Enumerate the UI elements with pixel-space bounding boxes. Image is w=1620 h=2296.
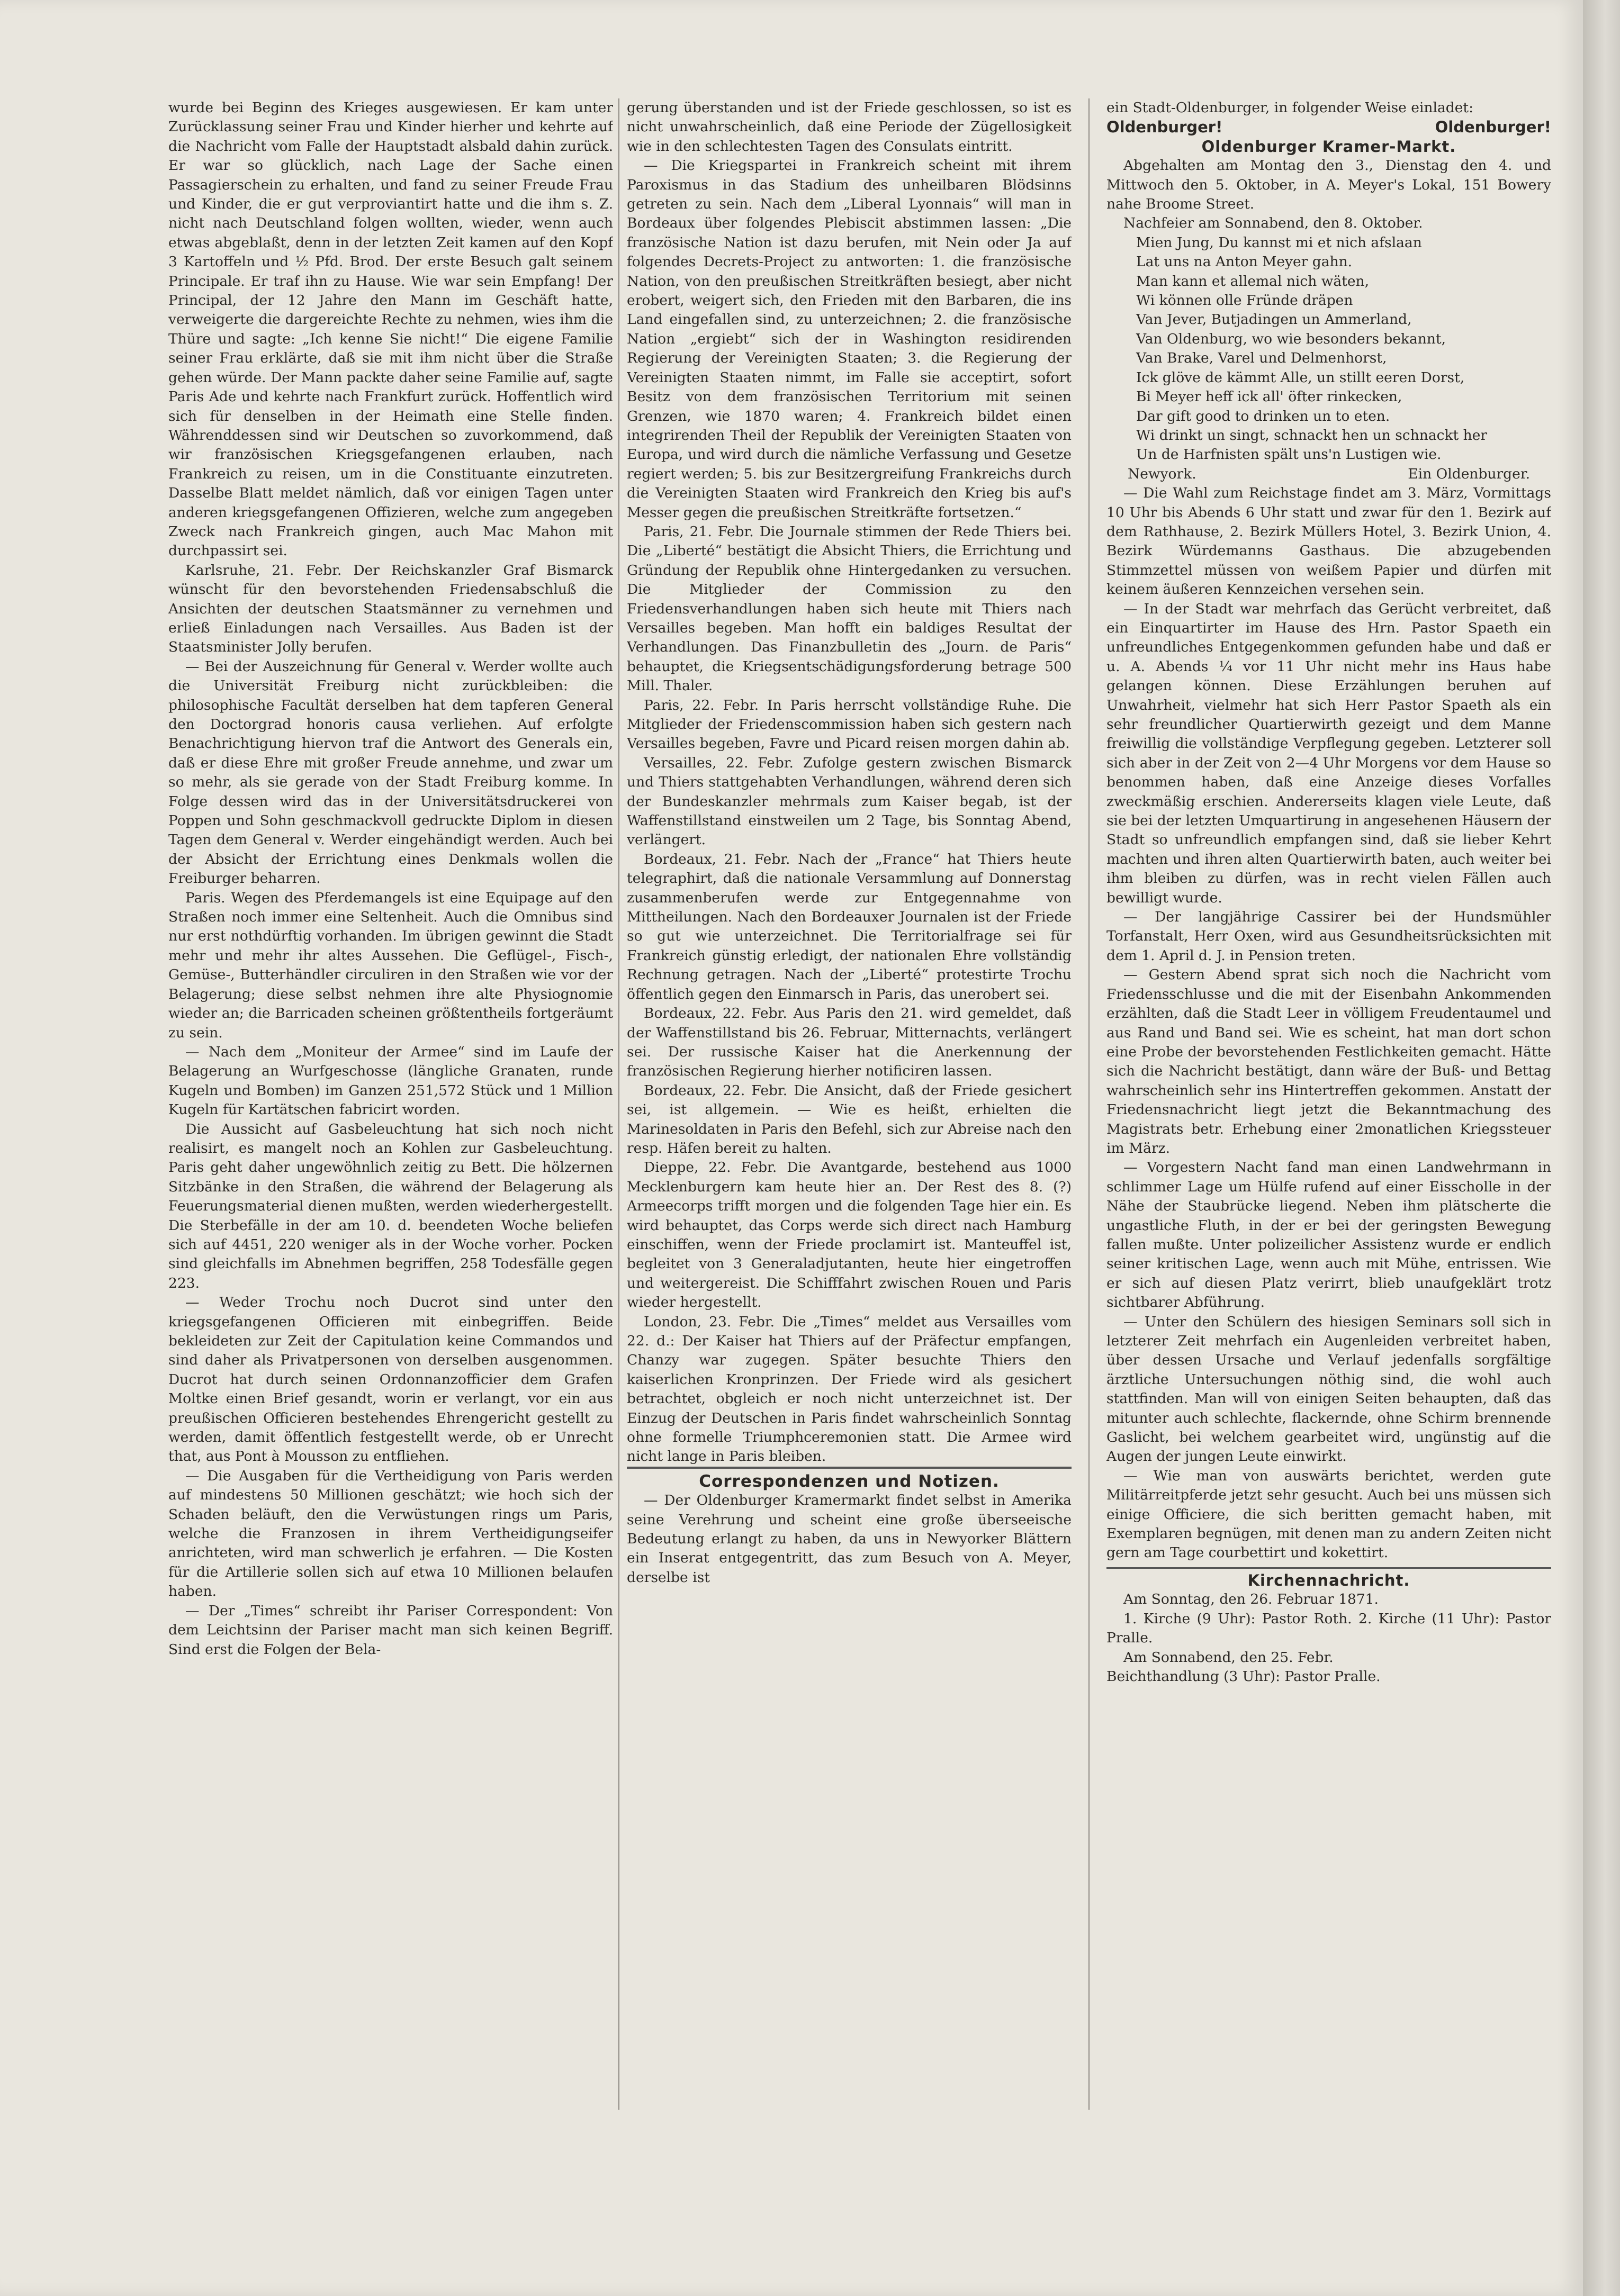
poem-line: Man kann et allemal nich wäten,: [1136, 273, 1370, 290]
poem-line: Un de Harfnisten spält uns'n Lustigen wie.: [1136, 446, 1442, 463]
article-paragraph: wurde bei Beginn des Krieges ausgewiesen. Er kam unter Zurücklassung seiner Frau und Kinder hierher und kehrte auf die Nachricht vom Falle der Hauptstadt alsbald dahin zurück. Er war so glücklich, nach Lage der Sache einen Passagierschein zu erhalten, und fand zu seiner Freude Frau und Kinder, die er gut verproviantirt hatte und die ihm s. Z. nicht nach Deutschland folgen wollten, wieder, wenn auch etwas abgeblaßt, denn in der letzten Zeit kamen auf den Kopf 3 Kartoffeln und ½ Pfd. Brod. Der erste Besuch galt seinem Principale. Er traf ihn zu Hause. Wie war sein Empfang! Der Principal, der 12 Jahre den Mann im Geschäft hatte, verweigerte die dargereichte Rechte zu nehmen, wies ihm die Thüre und sagte: „Ich kenne Sie nicht!“ Die eigene Familie seiner Frau erklärte, daß sie mit ihm nicht über die Straße gehen würde. Der Mann packte daher seine Familie auf, sagte Paris Ade und kehrte nach Frankfurt zurück. Hoffentlich wird sich für denselben in der Heimath eine Stelle finden. Währenddessen sind wir Deutschen so zuvorkommend, daß wir französischen Kriegsgefangenen erlauben, nach Frankreich zu reisen, um in die Constituante einzutreten. Dasselbe Blatt meldet nämlich, daß vor einigen Tagen unter anderen kriegsgefangenen Offizieren, welche zum angegeben Zweck nach Frankreich gingen, auch Mac Mahon mit durchpassirt sei.: [168, 100, 613, 559]
article-paragraph: — Der Oldenburger Kramermarkt findet selbst in Amerika seine Verehrung und scheint eine große überseeische Bedeutung erlangt zu haben, da uns in Newyorker Blättern ein Inserat entgegentritt, das zum Besuch von A. Meyer, derselbe ist: [627, 1492, 1072, 1586]
article-paragraph: — Unter den Schülern des hiesigen Seminars soll sich in letzterer Zeit mehrfach ein Augenleiden verbreitet haben, über dessen Ursache und Verlauf jedenfalls sorgfältige ärztliche Untersuchungen nöthig sind, die wohl auch stattfinden. Man will von einigen Seiten behaupten, daß das mitunter auch schlechte, flackernde, ohne Schirm brennende Gaslicht, bei welchem gearbeitet wird, ungünstig auf die Augen der jungen Leute einwirkt.: [1106, 1313, 1551, 1465]
poem-place: Newyork.: [1128, 465, 1196, 482]
article-paragraph: — Gestern Abend sprat sich noch die Nachricht vom Friedensschlusse und die mit der Eisenbahn Ankommenden erzählten, daß die Stadt Leer in völligem Freudentaumel und aus Rand und Band sei. Wie es scheint, hat man dort schon eine Probe der bevorstehenden Festlichkeiten gemacht. Hätte sich die Nachricht bestätigt, dann wäre der Buß- und Bettag wahrscheinlich sehr ins Hintertreffen gekommen. Anstatt der Friedensnachricht liegt jetzt die Bekanntmachung des Magistrats betr. Erhebung einer 2monatlichen Kriegssteuer im März.: [1106, 966, 1551, 1156]
poem-line: Van Oldenburg, wo wie besonders bekannt,: [1136, 330, 1446, 347]
section-heading: Correspondenzen und Notizen.: [627, 1467, 1072, 1491]
advert-shout-right: Oldenburger!: [1435, 118, 1551, 137]
advert-text: Abgehalten am Montag den 3., Dienstag den 4. und Mittwoch den 5. Oktober, in A. Meyer's Lokal, 151 Bowery nahe Broome Street.: [1106, 157, 1551, 213]
poem-line: Lat uns na Anton Meyer gahn.: [1136, 254, 1353, 270]
poem-line: Mien Jung, Du kannst mi et nich afslaan: [1136, 234, 1422, 251]
article-paragraph: Bordeaux, 21. Febr. Nach der „France“ hat Thiers heute telegraphirt, daß die nationale Versammlung auf Donnerstag zusammenberufen werde zur Entgegennahme von Mittheilungen. Nach den Bordeauxer Journalen ist der Friede so gut wie unterzeichnet. Die Territorialfrage sei für Frankreich günstig erledigt, der nationalen Ehre vollständig Rechnung getragen. Nach der „Liberté“ protestirte Trochu öffentlich gegen den Einmarsch in Paris, das unerobert sei.: [627, 851, 1072, 1002]
article-paragraph: — Die Ausgaben für die Vertheidigung von Paris werden auf mindestens 50 Millionen geschätzt; wie hoch sich der Schaden beläuft, den die Verwüstungen rings um Paris, welche die Franzosen in ihrem Vertheidigungseifer anrichteten, wird man schwerlich je erfahren. — Die Kosten für die Artillerie sollen sich auf etwa 10 Millionen belaufen haben.: [168, 1467, 613, 1600]
church-line: Beichthandlung (3 Uhr): Pastor Pralle.: [1106, 1668, 1381, 1685]
article-paragraph: Bordeaux, 22. Febr. Aus Paris den 21. wird gemeldet, daß der Waffenstillstand bis 26. Februar, Mitternachts, verlängert sei. Der russische Kaiser hat die Anerkennung der französischen Regierung hierher notificiren lassen.: [627, 1005, 1072, 1080]
poem-signature: [1106, 465, 1551, 484]
article-paragraph: Paris, 22. Febr. In Paris herrscht vollständige Ruhe. Die Mitglieder der Friedenscommission haben sich gestern nach Versailles begeben, Favre und Picard reisen morgen dahin ab.: [627, 697, 1072, 752]
advert-title: Oldenburger Kramer-Markt.: [1201, 137, 1456, 156]
poem-line: Wi drinkt un singt, schnackt hen un schnackt her: [1136, 427, 1488, 444]
article-paragraph: — Wie man von auswärts berichtet, werden gute Militärreitpferde jetzt sehr gesucht. Auch bei uns müssen sich einige Officiere, die sich beritten gemacht haben, mit Exemplaren begnügen, mit denen man zu andern Zeiten nicht gern am Tage courbettirt und kokettirt.: [1106, 1467, 1551, 1561]
article-paragraph: Karlsruhe, 21. Febr. Der Reichskanzler Graf Bismarck wünscht für den bevorstehenden Friedensabschluß die Ansichten der deutschen Staatsmänner zu vernehmen und erließ Einladungen nach Versailles. Aus Baden ist der Staatsminister Jolly berufen.: [168, 562, 613, 656]
article-paragraph: ein Stadt-Oldenburger, in folgender Weise einladet:: [1106, 100, 1473, 116]
advert-shout: [1106, 117, 1551, 137]
article-paragraph: Paris, 21. Febr. Die Journale stimmen der Rede Thiers bei. Die „Liberté“ bestätigt die Absicht Thiers, die Errichtung und Gründung der Republik ohne Hintergedanken zu versuchen. Die Mitglieder der Commission zu den Friedensverhandlungen haben sich heute mit Thiers nach Versailles begeben. Man hofft ein baldiges Resultat der Verhandlungen. Das Finanzbulletin des „Journ. de Paris“ behauptet, die Kriegsentschädigungsforderung betrage 500 Mill. Thaler.: [627, 523, 1072, 694]
article-paragraph: Versailles, 22. Febr. Zufolge gestern zwischen Bismarck und Thiers stattgehabten Verhandlungen, während deren sich der Bundeskanzler mehrmals zum Kaiser begab, ist der Waffenstillstand einstweilen um 2 Tage, bis Sonntag Abend, verlängert.: [627, 754, 1072, 848]
article-paragraph: Bordeaux, 22. Febr. Die Ansicht, daß der Friede gesichert sei, ist allgemein. — Wie es heißt, erhielten die Marinesoldaten in Paris den Befehl, sich zur Abreise nach den resp. Häfen bereit zu halten.: [627, 1082, 1072, 1156]
article-paragraph: — Der langjährige Cassirer bei der Hundsmühler Torfanstalt, Herr Oxen, wird aus Gesundheitsrücksichten mit dem 1. April d. J. in Pension treten.: [1106, 909, 1551, 964]
church-heading: Kirchennachricht.: [1247, 1571, 1410, 1589]
advert-text: Nachfeier am Sonnabend, den 8. Oktober.: [1123, 215, 1423, 232]
church-line: Am Sonnabend, den 25. Febr.: [1123, 1649, 1334, 1666]
poem-line: Bi Meyer heff ick all' öfter rinkecken,: [1136, 388, 1402, 405]
article-paragraph: Paris. Wegen des Pferdemangels ist eine Equipage auf den Straßen noch immer eine Seltenheit. Auch die Omnibus sind nur erst nothdürftig vorhanden. Im übrigen gewinnt die Stadt mehr und mehr ihr altes Aussehen. Die Geflügel-, Fisch-, Gemüse-, Butterhändler circuliren in den Straßen wie vor der Belagerung; diese selbst nehmen ihre alte Physiognomie wieder an; die Barricaden scheinen größtentheils fortgeräumt zu sein.: [168, 889, 613, 1041]
advert-shout-left: Oldenburger!: [1106, 118, 1223, 137]
poem-line: Van Brake, Varel und Delmenhorst,: [1136, 350, 1387, 367]
page-edge: [1583, 0, 1620, 2296]
church-line: 1. Kirche (9 Uhr): Pastor Roth. 2. Kirche (11 Uhr): Pastor Pralle.: [1106, 1610, 1551, 1647]
column-2: [627, 98, 1072, 2216]
poem-line: Van Jever, Butjadingen un Ammerland,: [1136, 311, 1412, 328]
article-paragraph: — Bei der Auszeichnung für General v. Werder wollte auch die Universität Freiburg nicht zurückbleiben: die philosophische Facultät derselben hat dem tapferen General den Doctorgrad honoris causa verliehen. Auf erfolgte Benachrichtigung hiervon traf die Antwort des Generals ein, daß er diese Ehre mit großer Freude annehme, und zwar um so mehr, als sie gerade von der Stadt Freiburg komme. In Folge dessen wird das in der Universitätsdruckerei von Poppen und Sohn geschmackvoll gedruckte Diplom in diesen Tagen dem General v. Werder eingehändigt werden. Auch bei der Absicht der Errichtung eines Denkmals wollen die Freiburger beharren.: [168, 658, 613, 887]
poem: [1106, 233, 1551, 465]
column-rule: [1088, 98, 1090, 2110]
article-paragraph: — In der Stadt war mehrfach das Gerücht verbreitet, daß ein Einquartirter im Hause des Hrn. Pastor Spaeth ein unfreundliches Entgegenkommen gefunden habe und daß er u. A. Abends ¼ vor 11 Uhr nicht mehr ins Haus habe gelangen können. Diese Erzählungen beruhen auf Unwahrheit, vielmehr hat sich Herr Pastor Spaeth als ein sehr freundlicher Quartierwirth gezeigt und dem Manne freiwillig die vollständige Verpflegung gegeben. Letzterer soll sich aber in der Zeit von 2—4 Uhr Morgens vor dem Hause so benommen haben, daß eine Anzeige dieses Vorfalles zweckmäßig erschien. Andererseits klagen viele Leute, daß sie bei der letzten Umquartirung in angesehenen Häusern der Stadt so unfreundlich empfangen sind, daß sie lieber Kehrt machten und ihren alten Quartierwirth baten, auch weiter bei ihm bleiben zu dürfen, was in recht vielen Fällen auch bewilligt wurde.: [1106, 600, 1551, 906]
poem-line: Dar gift good to drinken un to eten.: [1136, 408, 1390, 424]
article-paragraph: — Weder Trochu noch Ducrot sind unter den kriegsgefangenen Officieren mit einbegriffen. Beide bekleideten zur Zeit der Capitulation keine Commandos und sind daher als Privatpersonen von derselben ausgenommen. Ducrot hat durch seinen Ordonnanzofficier dem Grafen Moltke einen Brief gesandt, worin er verlangt, vor ein aus preußischen Officieren bestehendes Ehrengericht gestellt zu werden, damit öffentlich festgestellt werde, ob er Unrecht that, aus Pont à Mousson zu entfliehen.: [168, 1294, 613, 1465]
article-paragraph: gerung überstanden und ist der Friede geschlossen, so ist es nicht unwahrscheinlich, daß eine Periode der Zügellosigkeit wie in den schlechtesten Tagen des Consulats eintritt.: [627, 100, 1072, 155]
article-paragraph: — Die Kriegspartei in Frankreich scheint mit ihrem Paroxismus in das Stadium des unheilbaren Blödsinns getreten zu sein. Nach dem „Liberal Lyonnais“ will man in Bordeaux über folgendes Plebiscit abstimmen lassen: „Die französische Nation ist dazu berufen, mit Nein oder Ja auf folgendes Decrets-Project zu antworten: 1. die französische Nation, von den preußischen Streitkräften besiegt, aber nicht erobert, weigert sich, den Frieden mit den Barbaren, die ins Land eingefallen sind, zu unterzeichnen; 2. die französische Nation „ergiebt“ sich der in Washington residirenden Regierung der Vereinigten Staaten; 3. die Regierung der Vereinigten Staaten nimmt, im Falle sie acceptirt, sofort Besitz von dem französischen Territorium mit seinen Grenzen, wie 1870 waren; 4. Frankreich bildet einen integrirenden Theil der Republik der Vereinigten Staaten von Europa, und wird durch die nämliche Verfassung und Gesetze regiert werden; 5. bis zur Besitzergreifung Frankreichs durch die Vereinigten Staaten wird Frankreich den Krieg bis auf's Messer gegen die preußischen Streitkräfte fortsetzen.“: [627, 157, 1072, 521]
church-line: Am Sonntag, den 26. Februar 1871.: [1123, 1591, 1379, 1608]
article-paragraph: — Die Wahl zum Reichstage findet am 3. März, Vormittags 10 Uhr bis Abends 6 Uhr statt und zwar für den 1. Bezirk auf dem Rathhause, 2. Bezirk Müllers Hotel, 3. Bezirk Union, 4. Bezirk Würdemanns Gasthaus. Die abzugebenden Stimmzettel müssen von weißem Papier und dürfen mit keinem äußeren Kennzeichen versehen sein.: [1106, 485, 1551, 598]
column-rule: [618, 98, 619, 2110]
article-paragraph: London, 23. Febr. Die „Times“ meldet aus Versailles vom 22. d.: Der Kaiser hat Thiers auf der Präfectur empfangen, Chanzy war zugegen. Später besuchte Thiers den kaiserlichen Kronprinzen. Der Friede wird als gesichert betrachtet, obgleich er noch nicht unterzeichnet ist. Der Einzug der Deutschen in Paris findet wahrscheinlich Sonntag ohne formelle Triumphceremonien statt. Die Armee wird nicht lange in Paris bleiben.: [627, 1313, 1072, 1465]
article-paragraph: — Der „Times“ schreibt ihr Pariser Correspondent: Von dem Leichtsinn der Pariser macht man sich keinen Begriff. Sind erst die Folgen der Bela-: [168, 1602, 613, 1658]
article-paragraph: — Vorgestern Nacht fand man einen Landwehrmann in schlimmer Lage um Hülfe rufend auf einer Eisscholle in der Nähe der Staubrücke liegend. Neben ihm plätscherte die ungastliche Fluth, in der er bei der geringsten Bewegung fallen mußte. Unter polizeilicher Assistenz wurde er endlich seiner kritischen Lage, wenn auch mit Mühe, entrissen. Wie er sich auf diesen Platz verirrt, blieb unaufgeklärt trotz sichtbarer Abführung.: [1106, 1159, 1551, 1311]
column-1: [168, 98, 613, 2216]
article-paragraph: Die Aussicht auf Gasbeleuchtung hat sich noch nicht realisirt, es mangelt noch an Kohlen zur Gasbeleuchtung. Paris geht daher ungewöhnlich zeitig zu Bett. Die hölzernen Sitzbänke in den Straßen, die während der Belagerung als Feuerungsmaterial dienen mußten, werden wiederhergestellt. Die Sterbefälle in der am 10. d. beendeten Woche beliefen sich auf 4451, 220 weniger als in der Woche vorher. Pocken sind gleichfalls im Abnehmen begriffen, 258 Todesfälle gegen 223.: [168, 1120, 613, 1291]
divider: [1106, 1567, 1551, 1569]
column-3: [1106, 98, 1551, 2216]
article-paragraph: — Nach dem „Moniteur der Armee“ sind im Laufe der Belagerung an Wurfgeschosse (längliche Granaten, runde Kugeln und Bomben) im Ganzen 251,572 Stück und 1 Million Kugeln für Kartätschen fabricirt worden.: [168, 1043, 613, 1118]
poem-line: Ick glöve de kämmt Alle, un stillt eeren Dorst,: [1136, 369, 1465, 386]
article-paragraph: Dieppe, 22. Febr. Die Avantgarde, bestehend aus 1000 Mecklenburgern kam heute hier an. Der Rest des 8. (?) Armeecorps trifft morgen und die folgenden Tage hier ein. Es wird behauptet, das Corps werde sich direct nach Hamburg einschiffen, wenn der Friede proclamirt ist. Manteuffel ist, begleitet von 3 Generaladjutanten, heute hier eingetroffen und weitergereist. Die Schifffahrt zwischen Rouen und Paris wieder hergestellt.: [627, 1159, 1072, 1311]
poem-line: Wi können olle Fründe dräpen: [1136, 292, 1353, 309]
poem-sign: Ein Oldenburger.: [1408, 465, 1530, 482]
